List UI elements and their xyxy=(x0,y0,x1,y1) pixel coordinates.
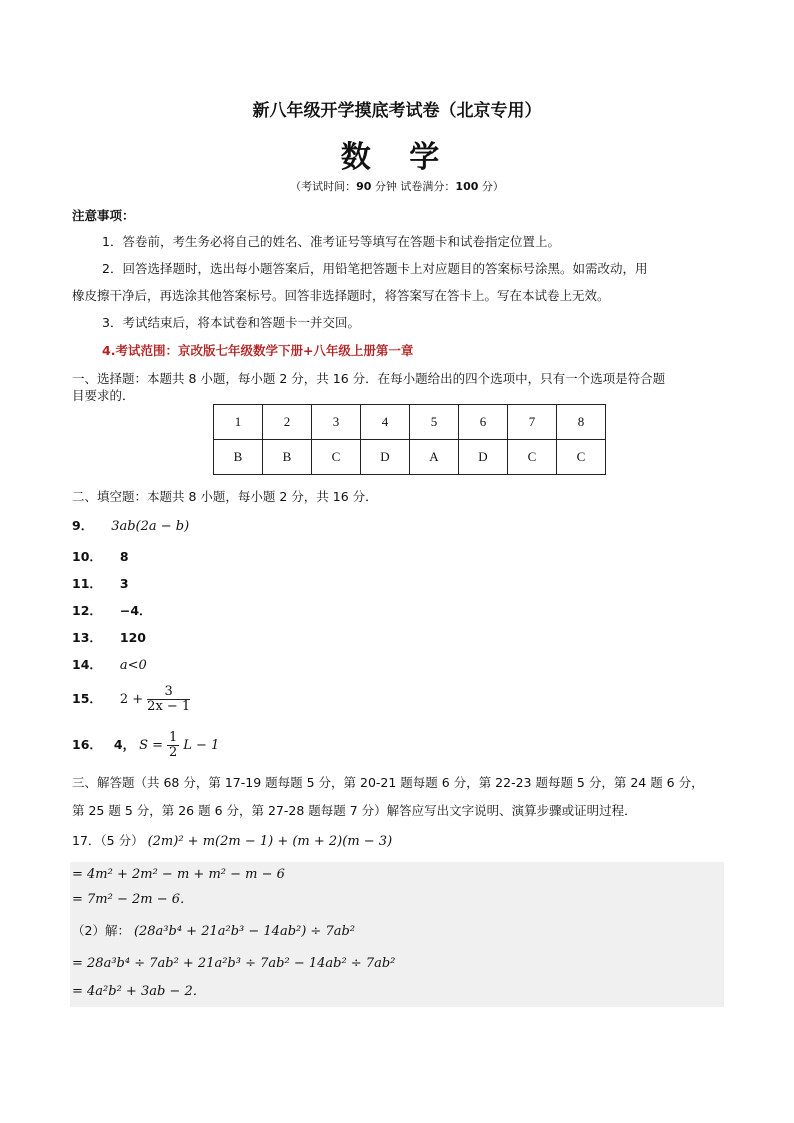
meta-prefix: （考试时间： xyxy=(290,180,357,193)
part-2-expression: (28a³b⁴ + 21a²b³ − 14ab²) ÷ 7ab² xyxy=(133,924,356,939)
answer-fraction xyxy=(147,685,190,714)
fraction-denominator: 2 xyxy=(169,745,178,760)
notice-title: 注意事项： xyxy=(72,208,135,223)
table-cell: 5 xyxy=(410,405,459,440)
solution-part-2 xyxy=(72,922,355,941)
q17-expression: (2m)² + m(2m − 1) + (m + 2)(m − 3) xyxy=(147,834,393,849)
meta-score: 100 xyxy=(455,180,479,193)
answer-11 xyxy=(72,575,129,593)
answer-16 xyxy=(72,730,219,761)
table-cell: D xyxy=(459,440,508,475)
exam-title: 数 学 xyxy=(340,140,454,175)
fraction-numerator: 1 xyxy=(169,730,178,745)
table-cell: D xyxy=(361,440,410,475)
meta-time: 90 xyxy=(356,180,372,193)
table-cell: 3 xyxy=(312,405,361,440)
solution-step-3: = 28a³b⁴ ÷ 7ab² + 21a²b³ ÷ 7ab² − 14ab² ÷ 7ab² xyxy=(72,956,396,971)
solution-step-2: = 7m² − 2m − 6． xyxy=(72,892,194,907)
table-cell: C xyxy=(312,440,361,475)
answer-value: −4． xyxy=(119,603,152,618)
q-label: 17．（5 分） xyxy=(72,833,144,848)
solution-step-4: = 4a²b² + 3ab − 2． xyxy=(72,984,206,999)
table-cell: 1 xyxy=(214,405,263,440)
exam-meta xyxy=(0,178,794,194)
answer-value: 120 xyxy=(119,630,146,645)
q-label: 15． xyxy=(72,691,102,706)
exam-subtitle: 新八年级开学摸底考试卷（北京专用） xyxy=(252,101,542,121)
table-cell: C xyxy=(557,440,606,475)
answer-formula-lhs: S = xyxy=(139,738,164,753)
answer-table-answers xyxy=(214,440,606,475)
answer-15 xyxy=(72,684,190,715)
table-cell: 4 xyxy=(361,405,410,440)
answer-value: 8 xyxy=(119,549,129,564)
table-cell: B xyxy=(263,440,312,475)
answer-9 xyxy=(72,517,189,536)
table-cell: B xyxy=(214,440,263,475)
fraction-denominator: 2x − 1 xyxy=(147,699,191,714)
answer-value: 4， xyxy=(113,737,136,752)
table-cell: 7 xyxy=(508,405,557,440)
answer-table-numbers xyxy=(214,405,606,440)
notice-item-2-cont: 橡皮擦干净后，再选涂其他答案标号。回答非选择题时，将答案写在答卡上。写在本试卷上无效。 xyxy=(72,288,610,303)
section3-heading: 三、解答题（共 68 分，第 17-19 题每题 5 分，第 20-21 题每题 6 分，第 22-23 题每题 5 分，第 24 题 6 分， xyxy=(72,775,704,790)
table-cell: C xyxy=(508,440,557,475)
section2-heading: 二、填空题：本题共 8 小题，每小题 2 分，共 16 分． xyxy=(72,489,378,504)
q-label: 16． xyxy=(72,737,102,752)
table-cell: 2 xyxy=(263,405,312,440)
fraction-numerator: 3 xyxy=(147,685,190,700)
meta-mid: 分钟 试卷满分： xyxy=(371,180,456,193)
q-label: 9． xyxy=(72,518,94,533)
answer-whole: 2 + xyxy=(119,692,144,707)
answer-fraction xyxy=(167,731,179,760)
answer-10 xyxy=(72,548,129,566)
q-label: 12． xyxy=(72,603,102,618)
q-label: 11． xyxy=(72,576,102,591)
answer-value: a<0 xyxy=(119,658,147,673)
part-label: （2）解： xyxy=(72,923,130,938)
answer-14 xyxy=(72,656,147,675)
table-cell: 8 xyxy=(557,405,606,440)
table-cell: A xyxy=(410,440,459,475)
solution-step-1: = 4m² + 2m² − m + m² − m − 6 xyxy=(72,867,285,882)
notice-item-1: 1．答卷前，考生务必将自己的姓名、准考证号等填写在答题卡和试卷指定位置上。 xyxy=(102,234,560,249)
notice-item-3: 3．考试结束后，将本试卷和答题卡一并交回。 xyxy=(102,315,360,330)
section1-heading-cont: 目要求的． xyxy=(72,388,135,403)
exam-scope: 4.考试范围：京改版七年级数学下册+八年级上册第一章 xyxy=(102,343,414,358)
notice-item-2: 2．回答选择题时，选出每小题答案后，用铅笔把答题卡上对应题目的答案标号涂黑。如需改动，用 xyxy=(102,261,648,276)
q-label: 10． xyxy=(72,549,102,564)
answer-13 xyxy=(72,629,146,647)
table-cell: 6 xyxy=(459,405,508,440)
answer-formula-rest: L − 1 xyxy=(183,738,220,753)
answer-value: 3ab(2a − b) xyxy=(111,519,190,534)
section1-heading: 一、选择题：本题共 8 小题，每小题 2 分，共 16 分．在每小题给出的四个选项中，只有一个选项是符合题 xyxy=(72,371,666,386)
answer-value: 3 xyxy=(119,576,129,591)
q-label: 14． xyxy=(72,657,102,672)
section3-heading-cont: 第 25 题 5 分，第 26 题 6 分，第 27-28 题每题 7 分）解答应写出文字说明、演算步骤或证明过程． xyxy=(72,803,637,818)
q17 xyxy=(72,832,392,851)
q-label: 13． xyxy=(72,630,102,645)
answer-12 xyxy=(72,602,152,620)
meta-suffix: 分） xyxy=(478,180,504,193)
answer-table xyxy=(213,404,606,475)
